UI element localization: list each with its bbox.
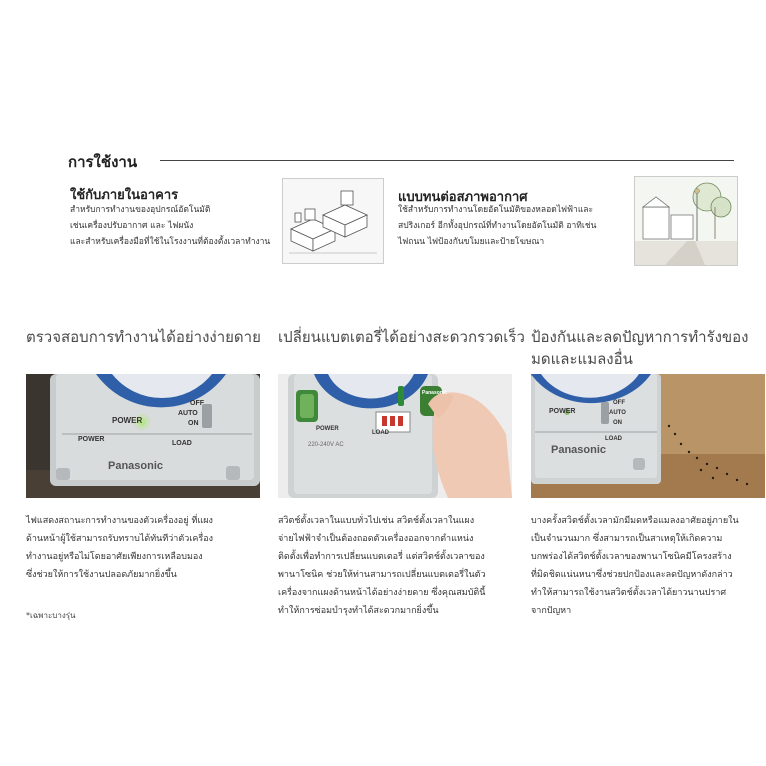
feature-body-line: ซึ่งช่วยให้การใช้งานปลอดภัยมากยิ่งขึ้น (26, 570, 177, 580)
feature-heading: ป้องกันและลดปัญหาการทำรังของ (531, 328, 749, 346)
feature-body-line: พานาโซนิค ช่วยให้ท่านสามารถเปลี่ยนแบตเตอรี่ในตัว (278, 570, 486, 580)
photo-off-label: OFF (613, 400, 625, 406)
photo-power-terminal-label: POWER (78, 436, 105, 443)
photo-load-label: LOAD (372, 430, 389, 436)
feature-body-line: ด้านหน้าผู้ใช้สามารถรับทราบได้ทันทีว่าตัวเครื่อง (26, 534, 213, 544)
feature-body-line: บางครั้งสวิตช์ตั้งเวลามักมีมดหรือแมลงอาศัยอยู่ภายใน (531, 516, 739, 526)
photo-voltage-label: 220-240V AC (308, 442, 344, 448)
indoor-title: ใช้กับภายในอาคาร (70, 188, 179, 203)
feature-body-line: เป็นจำนวนมาก ซึ่งสามารถเป็นสาเหตุให้เกิดความ (531, 534, 723, 544)
photo-power-label: POWER (316, 426, 339, 432)
outdoor-title: แบบทนต่อสภาพอากาศ (398, 190, 528, 205)
brand-logo: Panasonic (108, 460, 164, 472)
feature-body-line: ทำงานอยู่หรือไม่โดยอาศัยเพียงการเหลือบมอง (26, 552, 203, 562)
indoor-line: สำหรับการทำงานของอุปกรณ์อัตโนมัติ (70, 205, 211, 215)
photo-load-label: LOAD (605, 436, 622, 442)
outdoor-line: ใช้สำหรับการทำงานโดยอัตโนมัติของหลอดไฟฟ้าและ (398, 205, 594, 215)
feature-heading: เปลี่ยนแบตเตอรี่ได้อย่างสะดวกรวดเร็ว (278, 328, 525, 346)
outdoor-illustration (634, 176, 738, 266)
photo-power-label: POWER (112, 416, 143, 425)
feature-heading: มดและแมลงอื่น (531, 350, 633, 368)
photo-off-label: OFF (190, 400, 204, 407)
feature-heading: ตรวจสอบการทำงานได้อย่างง่ายดาย (26, 328, 261, 346)
feature-body-line: จ่ายไฟฟ้าจำเป็นต้องถอดตัวเครื่องออกจากตำแหน่ง (278, 534, 474, 544)
battery-logo: Panasonic (422, 390, 448, 396)
photo-load-label: LOAD (172, 440, 192, 447)
feature-body-line: ทำให้สามารถใช้งานสวิตช์ตั้งเวลาได้ยาวนานปราศ (531, 588, 727, 598)
photo-on-label: ON (188, 420, 199, 427)
feature-body-line: เครื่องจากแผงด้านหน้าได้อย่างง่ายดาย ซึ่งคุณสมบัตินี้ (278, 588, 486, 598)
footnote: *เฉพาะบางรุ่น (26, 611, 76, 620)
feature-body-line: สวิตช์ตั้งเวลาในแบบทั่วไปเช่น สวิตช์ตั้งเวลาในแผง (278, 516, 475, 526)
feature-body-line: ไฟแสดงสถานะการทำงานของตัวเครื่องอยู่ ที่แผง (26, 516, 213, 526)
usage-divider (160, 160, 734, 161)
indoor-illustration (282, 178, 384, 264)
photo-auto-label: AUTO (178, 410, 198, 417)
brand-logo: Panasonic (551, 444, 607, 456)
photo-on-label: ON (613, 420, 622, 426)
usage-title: การใช้งาน (68, 153, 138, 171)
indoor-line: และสำหรับเครื่องมือที่ใช้ในโรงงานที่ต้องตั้งเวลาทำงาน (70, 237, 271, 247)
outdoor-line: ไฟถนน ไฟป้องกันขโมยและป้ายโฆษณา (398, 237, 545, 247)
outdoor-line: สปริงเกอร์ อีกทั้งอุปกรณ์ที่ทำงานโดยอัตโนมัติ อาทิเช่น (398, 221, 597, 231)
photo-power-label: POWER (549, 408, 576, 415)
feature-body-line: บกพร่องได้สวิตช์ตั้งเวลาของพานาโซนิคมีโครงสร้าง (531, 552, 732, 562)
indoor-line: เช่นเครื่องปรับอากาศ และ ไฟผนัง (70, 221, 194, 231)
feature-photo-power-indicator (26, 374, 260, 498)
photo-auto-label: AUTO (609, 410, 626, 416)
feature-photo-ant-protection (531, 374, 765, 498)
feature-body-line: ติดตั้งเพื่อทำการเปลี่ยนแบตเตอรี่ แต่สวิตช์ตั้งเวลาของ (278, 552, 485, 562)
feature-body-line: ทำให้การซ่อมบำรุงทำได้สะดวกมากยิ่งขึ้น (278, 606, 439, 616)
feature-body-line: จากปัญหา (531, 606, 572, 616)
feature-photo-battery-replacement (278, 374, 512, 498)
feature-body-line: ที่มิดชิดแน่นหนาซึ่งช่วยปกป้องและลดปัญหาดังกล่าว (531, 570, 733, 580)
